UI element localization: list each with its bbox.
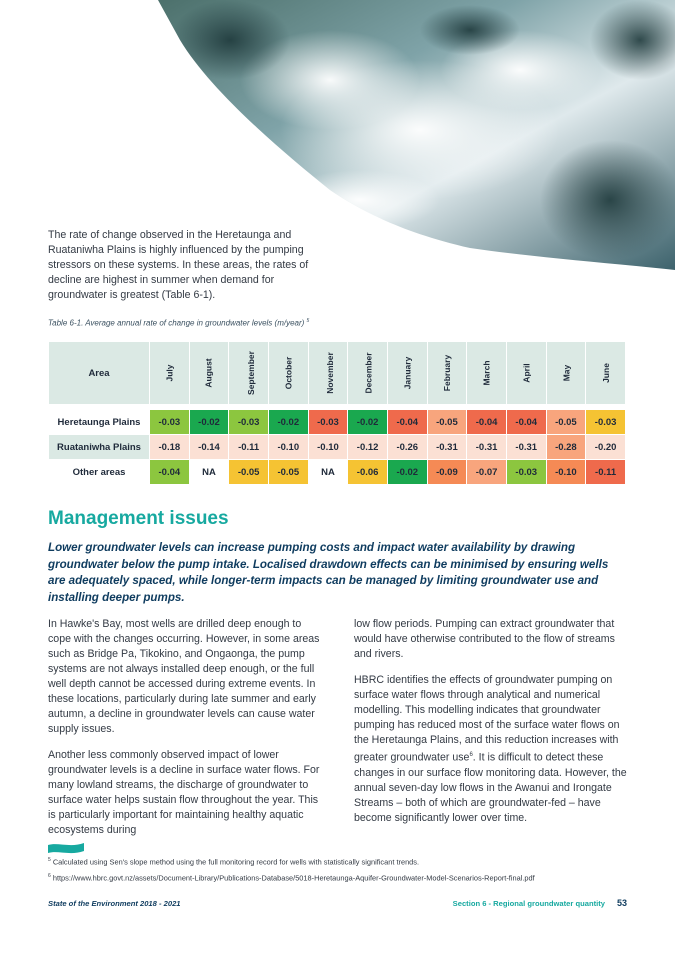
header-month [507,342,546,404]
header-month-label: September [246,351,257,395]
table-cell: NA [190,460,229,484]
table-cell: -0.03 [229,410,268,434]
table-caption-text: Table 6-1. Average annual rate of change in groundwater levels (m/year) [48,318,305,328]
table-cell: -0.11 [586,460,625,484]
header-month-label: February [441,354,452,392]
footer-section-label: Section 6 - Regional groundwater quantity [452,899,605,908]
table-spacer [49,405,625,409]
footer-section [453,898,627,908]
header-month [190,342,229,404]
header-month-label: May [560,364,571,382]
table-cell: -0.02 [269,410,308,434]
header-month-label: January [402,356,413,390]
header-month [309,342,348,404]
row-area-label: Heretaunga Plains [49,410,149,434]
table-row [49,435,625,459]
table-cell: -0.05 [428,410,467,434]
footnote-number: 5 [48,857,51,863]
body-paragraph [354,673,630,826]
table-header-row [49,342,625,404]
header-month-label: March [481,360,492,386]
table-cell: -0.05 [229,460,268,484]
table-caption [48,318,309,328]
table-cell: -0.10 [547,460,586,484]
header-month [229,342,268,404]
header-month-label: July [164,364,175,382]
footnote-swoosh-icon [48,842,84,854]
table-cell: -0.03 [507,460,546,484]
table-cell: -0.07 [467,460,506,484]
header-month [428,342,467,404]
header-month-label: December [363,352,374,394]
table-cell: -0.14 [190,435,229,459]
table-cell: -0.04 [388,410,427,434]
header-month-label: November [324,352,335,394]
table-cell: -0.02 [348,410,387,434]
table-cell: -0.10 [269,435,308,459]
footnote [48,873,535,882]
table-cell: -0.18 [150,435,189,459]
body-column-left [48,617,324,849]
table-cell: -0.04 [467,410,506,434]
body-text: . It is difficult to detect these changes in our surface flow monitoring data. However, the annual seven-day low flows in the Awanui and Irongate Streams – both of which are groundwater-fed – have become significantly lower over time. [354,751,627,824]
table-cell: -0.10 [309,435,348,459]
footnote-number: 6 [48,873,51,879]
table-cell: -0.09 [428,460,467,484]
table-row [49,410,625,434]
footnote-ref: 6 [469,752,473,758]
header-month [150,342,189,404]
table-cell: -0.26 [388,435,427,459]
table-caption-ref: 5 [306,318,310,324]
header-month [388,342,427,404]
table-cell: -0.02 [190,410,229,434]
table-cell: -0.04 [507,410,546,434]
section-title: Management issues [48,508,229,529]
footnote-link[interactable]: https://www.hbrc.govt.nz/assets/Document-Library/Publications-Database/5018-Heretaunga-Aquifer-Groundwater-Model-Scenarios-Report-final.pdf [52,873,535,883]
page-number: 53 [616,898,627,908]
table-cell: -0.05 [547,410,586,434]
header-month [586,342,625,404]
table-cell: -0.12 [348,435,387,459]
footer-report-title: State of the Environment 2018 - 2021 [48,899,181,908]
footnote [48,857,419,866]
header-month [547,342,586,404]
table-cell: -0.31 [467,435,506,459]
header-month [269,342,308,404]
table-row [49,460,625,484]
row-area-label: Other areas [49,460,149,484]
header-month [348,342,387,404]
lead-paragraph: Lower groundwater levels can increase pumping costs and impact water availability by drawing groundwater below the pump intake. Localised drawdown effects can be minimised by ensuring wells are adequately spaced, while longer-term impacts can be managed by limiting groundwater use and installing deeper pumps. [48,541,609,604]
table-cell: -0.03 [586,410,625,434]
groundwater-change-table [48,341,626,485]
table-cell: -0.20 [586,435,625,459]
header-area: Area [49,342,149,404]
table-cell: -0.03 [150,410,189,434]
footnote-text: Calculated using Sen's slope method using the full monitoring record for wells with statistically significant trends. [52,857,420,867]
body-text: HBRC identifies the effects of groundwater pumping on surface water flows through analytical and numerical modelling. This modelling indicates that groundwater pumping has reduced most of the surface water flows on the Heretaunga Plains, and this reduction increases with greater groundwater use [354,674,620,764]
table-cell: -0.02 [388,460,427,484]
body-column-right [354,617,630,837]
table-cell: -0.31 [428,435,467,459]
body-paragraph: Another less commonly observed impact of lower groundwater levels is a decline in surface water flows. For many lowland streams, the discharge of groundwater to surface water helps sustain flow throughout the year. This is particularly important for maintaining healthy aquatic ecosystems during [48,749,320,836]
table-cell: -0.04 [150,460,189,484]
table-cell: -0.11 [229,435,268,459]
table-cell: -0.31 [507,435,546,459]
table-cell: -0.05 [269,460,308,484]
intro-paragraph: The rate of change observed in the Heretaunga and Ruataniwha Plains is highly influenced by the pumping stressors on these systems. In these areas, the rates of decline are highest in summer when demand for groundwater is greatest (Table 6-1). [48,229,309,301]
table-cell: -0.06 [348,460,387,484]
header-month-label: August [203,358,214,388]
table-cell: -0.03 [309,410,348,434]
table-spacer-cell [49,405,625,409]
header-month-label: June [600,363,611,383]
body-paragraph: low flow periods. Pumping can extract groundwater that would have otherwise contributed to the flow of streams and rivers. [354,618,615,660]
header-month-label: April [521,363,532,383]
table-cell: NA [309,460,348,484]
row-area-label: Ruataniwha Plains [49,435,149,459]
table-cell: -0.28 [547,435,586,459]
header-month [467,342,506,404]
body-paragraph: In Hawke's Bay, most wells are drilled deep enough to cope with the changes occurring. However, in some areas such as Bridge Pa, Tikokino, and Ongaonga, the pump systems are not always installed deep enough, or the full well depth cannot be accessed during extreme events. In these locations, particularly during late summer and early autumn, a decline in groundwater levels can cause water supply issues. [48,618,320,735]
header-month-label: October [283,356,294,390]
